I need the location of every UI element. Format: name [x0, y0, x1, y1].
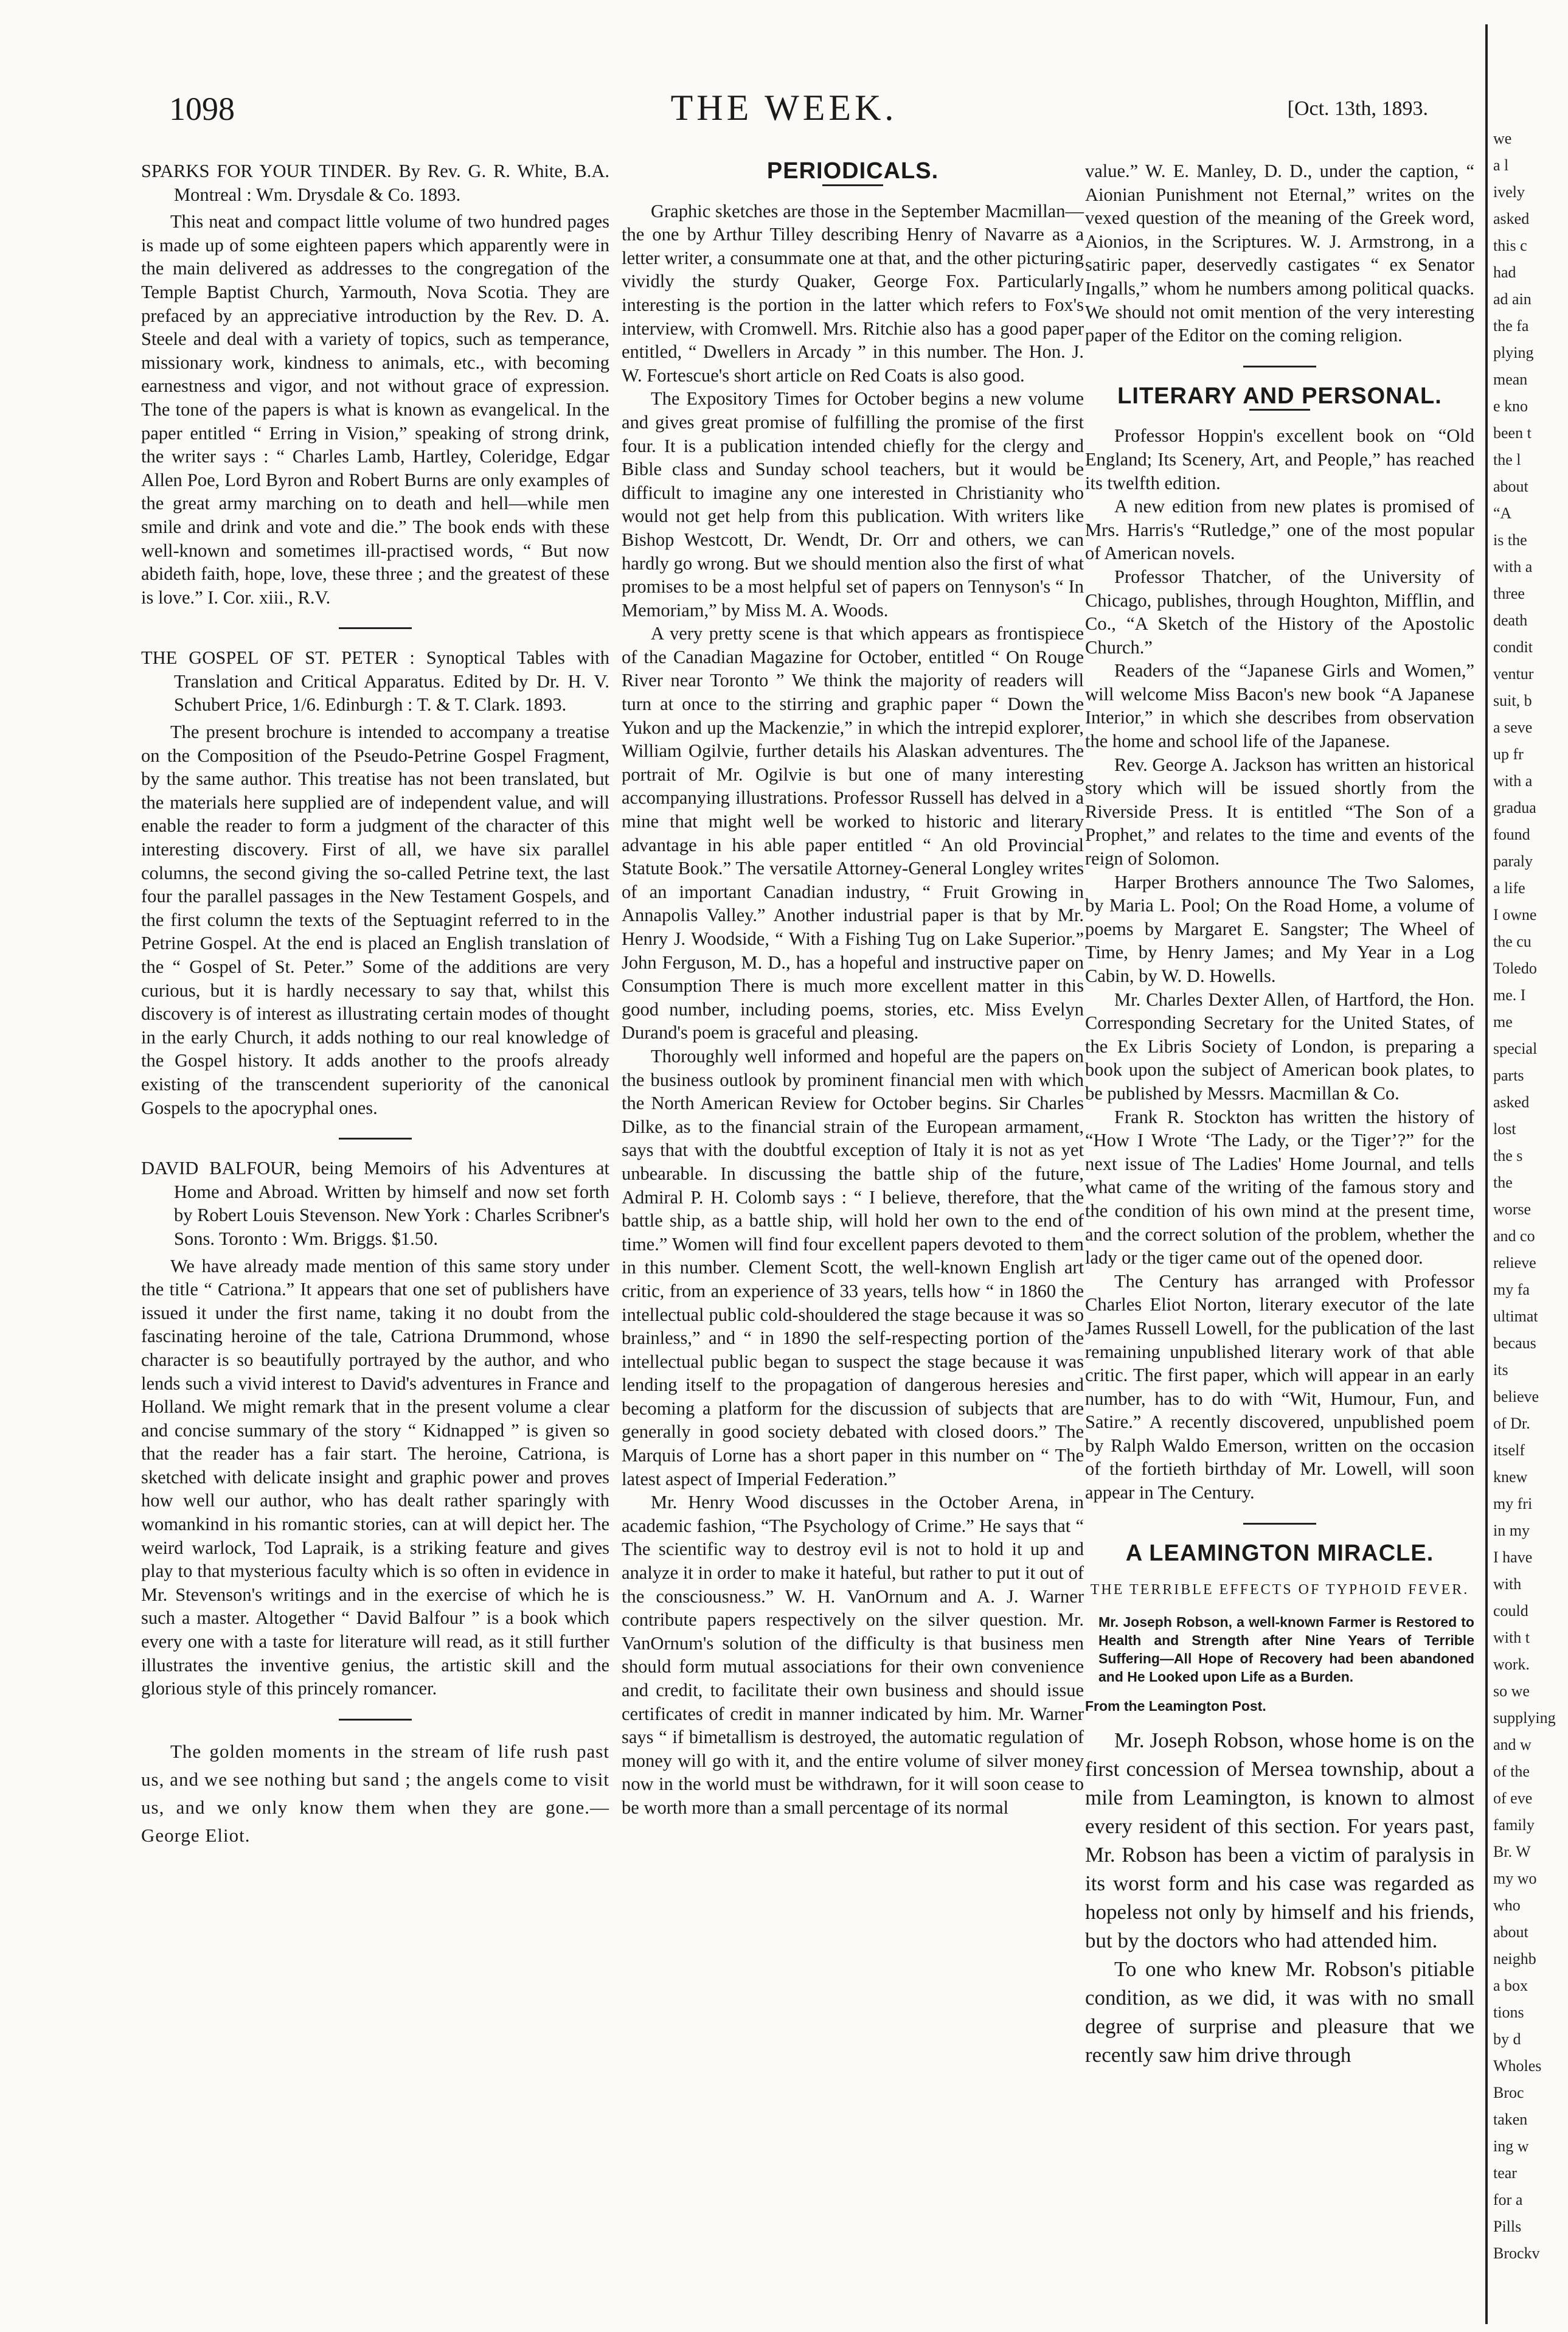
adjacent-page-fragment: is the	[1493, 531, 1527, 549]
adjacent-page-fragment: Brockv	[1493, 2244, 1540, 2262]
adjacent-page-fragment: neighb	[1493, 1950, 1536, 1968]
literary-item-century: The Century has arranged with Professor Charles Eliot Norton, literary executor of the late James Russell Lowell, for the publication of the last remaining unpublished literary work of that able critic. The first paper, which will appear in an early number, has to do with “Wit, Humour, Fun, and Satire.” A recently discovered, unpublished poem by Ralph Waldo Emerson, written on the occasion of the fortieth birthday of Mr. Lowell, will soon appear in The Century.	[1085, 1270, 1474, 1503]
column-periodicals	[622, 159, 1084, 1820]
adjacent-page-fragment: Wholes	[1493, 2057, 1542, 2075]
adjacent-page-fragment: suit, b	[1493, 692, 1532, 709]
adjacent-page-fragment: me. I	[1493, 986, 1526, 1004]
adjacent-page-fragment: of eve	[1493, 1789, 1533, 1807]
section-divider	[339, 1719, 412, 1721]
periodicals-macmillan: Graphic sketches are those in the September Macmillan—the one by Arthur Tilley describing Henry of Navarre as a letter writer, a consummate one at that, and the other picturing vividly the sturdy Quaker, George Fox. Particularly interesting is the portion in the latter which refers to Fox's interview, with Cromwell. Mrs. Ritchie also has a good paper entitled, “ Dwellers in Arcady ” in this number. The Hon. J. W. Fortescue's short article on Red Coats is also good.	[622, 200, 1084, 386]
review-heading-gospel: THE GOSPEL OF ST. PETER : Synoptical Tables with Translation and Critical Apparatus. Edited by Dr. H. V. Schubert Price, 1/6. Edinburgh : T. & T. Clark. 1893.	[141, 647, 609, 715]
adjacent-page-fragment: of Dr.	[1493, 1415, 1530, 1432]
adjacent-page-fragment: my fri	[1493, 1495, 1533, 1512]
adjacent-page-fragment: the fa	[1493, 317, 1529, 335]
adjacent-page-fragment: work.	[1493, 1655, 1530, 1673]
adjacent-page-fragment: we	[1493, 130, 1512, 147]
literary-item-bacon: Readers of the “Japanese Girls and Women,” will welcome Miss Bacon's new book “A Japanese Interior,” in which she describes from observation the home and school life of the Japanese.	[1085, 660, 1474, 752]
periodicals-canadian-magazine: A very pretty scene is that which appears as frontispiece of the Canadian Magazine for October, entitled “ On Rouge River near Toronto ” We think the majority of readers will turn at once to the stirring and graphic paper “ Down the Yukon and up the Mackenzie,” in which the intrepid explorer, William Ogilvie, further details his Alaskan adventures. The portrait of Mr. Ogilvie is but one of many interesting accompanying illustrations. Professor Russell has delved in a mine that might well be worked to historic and literary advantage in his able paper entitled “ An old Provincial Statute Book.” The versatile Attorney-General Longley writes of an important Canadian industry, “ Fruit Growing in Annapolis Valley.” Another industrial paper is that by Mr. Henry J. Woodside, “ With a Fishing Tug on Lake Superior.” John Ferguson, M. D., has a hopeful and instructive paper on Consumption There is much more excellent matter in this good number, including poems, stories, etc. Miss Evelyn Durand's poem is graceful and pleasing.	[622, 623, 1084, 1043]
periodicals-continued: value.” W. E. Manley, D. D., under the caption, “ Aionian Punishment not Eternal,” writes on the vexed question of the meaning of the Greek word, Aionios, in the Scriptures. W. J. Armstrong, in a satiric paper, deservedly castigates “ ex Senator Ingalls,” whom he numbers among political quacks. We should not omit mention of the very interesting paper of the Editor on the coming religion.	[1085, 161, 1474, 346]
literary-item-allen: Mr. Charles Dexter Allen, of Hartford, the Hon. Corresponding Secretary for the United States, of the Ex Libris Society of London, is preparing a book upon the subject of American book plates, to be published by Messrs. Macmillan & Co.	[1085, 989, 1474, 1104]
adjacent-page-fragment: of the	[1493, 1763, 1530, 1780]
masthead: THE WEEK.	[670, 88, 898, 128]
adjacent-page-fragment: ively	[1493, 183, 1525, 201]
adjacent-page-fragment: found	[1493, 826, 1530, 843]
literary-item-stockton: Frank R. Stockton has written the history of “How I Wrote ‘The Lady, or the Tiger’?” for the next issue of The Ladies' Home Journal, and tells what came of the writing of the famous story and the condition of his own mind at the present time, and the correct solution of the problem, whether the lady or the tiger came out of the opened door.	[1085, 1106, 1474, 1269]
adjacent-page-fragment: Br. W	[1493, 1843, 1531, 1860]
literary-item-thatcher: Professor Thatcher, of the University of Chicago, publishes, through Houghton, Mifflin, and Co., “A Sketch of the History of the Apostolic Church.”	[1085, 566, 1474, 658]
review-heading-balfour: DAVID BALFOUR, being Memoirs of his Adventures at Home and Abroad. Written by himself and now set forth by Robert Louis Stevenson. New York : Charles Scribner's Sons. Toronto : Wm. Briggs. $1.50.	[141, 1158, 609, 1249]
adjacent-page-fragment: and co	[1493, 1227, 1535, 1245]
adjacent-page-fragment: asked	[1493, 1093, 1530, 1111]
adjacent-page-fragment: in my	[1493, 1522, 1530, 1539]
section-divider	[1243, 366, 1316, 367]
adjacent-page-fragment: e kno	[1493, 397, 1528, 415]
miracle-body-1: Mr. Joseph Robson, whose home is on the first concession of Mersea township, about a mile from Leamington, is known to almost every resident of this section. For years past, Mr. Robson has been a victim of paralysis in its worst form and his case was regarded as hopeless not only by himself and his friends, but by the doctors who had attended him.	[1085, 1728, 1474, 1952]
adjacent-page-fragment: condit	[1493, 638, 1533, 656]
eliot-quote: The golden moments in the stream of life rush past us, and we see nothing but sand ; the angels come to visit us, and we only know them when they are gone.—George Eliot.	[141, 1740, 609, 1846]
heading-rule	[822, 184, 883, 186]
adjacent-page-fragment: gradua	[1493, 799, 1536, 816]
adjacent-page-fragment: a seve	[1493, 719, 1533, 736]
adjacent-page-fragment: its	[1493, 1361, 1508, 1379]
adjacent-page-fragment: plying	[1493, 344, 1534, 361]
adjacent-page-fragment: “A	[1493, 504, 1512, 522]
miracle-source: From the Leamington Post.	[1085, 1697, 1266, 1714]
review-body-balfour: We have already made mention of this same story under the title “ Catriona.” It appears that one set of publishers have issued it under the first name, taking it no doubt from the fascinating heroine of the tale, Catriona Drummond, whose character is so beautifully portrayed by the author, and who lends such a vivid interest to David's adventures in France and Holland. We might remark that in the present volume a clear and concise summary of the story “ Kidnapped ” is given so that the reader has a fair start. The heroine, Catriona, is sketched with delicate insight and graphic power and proves how well our author, who has dealt rather sparingly with womankind in his romantic stories, can at will depict her. The weird warlock, Tod Lapraik, is a striking feature and gives play to that mysterious faculty which is so often in evidence in Mr. Stevenson's writings and in the exercise of which he is such a master. Altogether “ David Balfour ” is a book which every one with a taste for literature will read, as it still further illustrates the inventive genius, the artistic skill and the glorious style of this princely romancer.	[141, 1255, 609, 1699]
adjacent-page-fragment: Broc	[1493, 2084, 1524, 2101]
adjacent-page-fragment: who	[1493, 1896, 1521, 1914]
adjacent-page-fragment: lost	[1493, 1120, 1516, 1138]
adjacent-page-fragment: for a	[1493, 2191, 1523, 2208]
adjacent-page-fragment: three	[1493, 585, 1525, 602]
adjacent-page-fragment: ultimat	[1493, 1307, 1538, 1325]
adjacent-page-fragment: been t	[1493, 424, 1532, 442]
review-body-sparks: This neat and compact little volume of two hundred pages is made up of some eighteen papers which apparently were in the main delivered as addresses to the congregation of the Temple Baptist Church, Yarmouth, Nova Scotia. They are prefaced by an appreciative introduction by the Rev. D. A. Steele and deal with a variety of topics, such as temperance, missionary work, kindness to animals, etc., with becoming earnestness and vigor, and not without grace of expression. The tone of the papers is what is known as evangelical. In the paper entitled “ Erring in Vision,” speaking of strong drink, the writer says : “ Charles Lamb, Hartley, Coleridge, Edgar Allen Poe, Lord Byron and Robert Burns are only examples of the great army marching on to death and hell—while men smile and drink and vote and die.” The book ends with these well-known and sometimes ill-practised words, “ But now abideth faith, hope, love, these three ; and the greatest of these is love.” I. Cor. xiii., R.V.	[141, 211, 609, 608]
adjacent-page-edge	[1493, 0, 1568, 2332]
adjacent-page-fragment: ventur	[1493, 665, 1534, 683]
literary-heading: LITERARY AND PERSONAL.	[1117, 383, 1442, 409]
adjacent-page-fragment: a l	[1493, 156, 1509, 174]
adjacent-page-fragment: the cu	[1493, 933, 1532, 950]
adjacent-page-fragment: with	[1493, 1575, 1522, 1593]
literary-item-harper: Harper Brothers announce The Two Salomes, by Maria L. Pool; On the Road Home, a volume of poems by Margaret E. Sangster; The Wheel of Time, by Henry James; and My Year in a Log Cabin, by W. D. Howells.	[1085, 871, 1474, 986]
adjacent-page-fragment: had	[1493, 263, 1516, 281]
literary-item-hoppin: Professor Hoppin's excellent book on “Old England; Its Scenery, Art, and People,” has reached its twelfth edition.	[1085, 425, 1474, 493]
adjacent-page-fragment: a box	[1493, 1977, 1528, 1994]
adjacent-page-fragment: with a	[1493, 558, 1533, 576]
adjacent-page-fragment: parts	[1493, 1067, 1524, 1084]
adjacent-page-fragment: Pills	[1493, 2218, 1522, 2235]
adjacent-page-fragment: worse	[1493, 1200, 1532, 1218]
literary-item-harris: A new edition from new plates is promised of Mrs. Harris's “Rutledge,” one of the most popular of American novels.	[1085, 496, 1474, 564]
adjacent-page-fragment: special	[1493, 1040, 1538, 1057]
periodicals-north-american-review: Thoroughly well informed and hopeful are the papers on the business outlook by prominent financial men with which the North American Review for October begins. Sir Charles Dilke, as to the financial strain of the European armament, says that with the doubtful exception of Italy it is not as yet unbearable. In discussing the battle ship of the future, Admiral P. H. Colomb says : “ I believe, therefore, that the battle ship, as a battle ship, will hold her own to the end of time.” Women will find four excellent papers devoted to them in this number. Clement Scott, the well-known English art critic, from an experience of 33 years, tells how “ in 1860 the intellectual public cold-shouldered the stage because it was so brainless,” and “ in 1890 the self-respecting portion of the intellectual public began to suspect the stage because it was lending itself to the propagation of dangerous heresies and becoming a platform for the discussion of subjects that are generally in good society debated with closed doors.” The Marquis of Lorne has a short paper in this number on “ The latest aspect of Imperial Federation.”	[622, 1045, 1084, 1489]
adjacent-page-fragment: mean	[1493, 371, 1528, 388]
adjacent-page-fragment: supplying	[1493, 1709, 1556, 1727]
adjacent-page-fragment: my wo	[1493, 1870, 1537, 1887]
adjacent-page-fragment: tions	[1493, 2003, 1524, 2021]
periodicals-expository-times: The Expository Times for October begins a new volume and gives great promise of fulfilling the promise of the first four. It is a publication intended chiefly for the clergy and Bible class and Sunday school teachers, but it would be difficult to imagine any one interested in Christianity who would not get help from this publication. With writers like Bishop Westcott, Dr. Wendt, Dr. Orr and others, we can hardly go wrong. But we should mention also the first of what promises to be a most helpful set of papers on Tennyson's “ In Memoriam,” by Miss M. A. Woods.	[622, 388, 1084, 621]
adjacent-page-fragment: so we	[1493, 1682, 1530, 1700]
adjacent-page-fragment: ad ain	[1493, 290, 1532, 308]
adjacent-page-fragment: with a	[1493, 772, 1533, 790]
page-gutter-line	[1485, 24, 1488, 2324]
adjacent-page-fragment: me	[1493, 1013, 1513, 1031]
adjacent-page-fragment: asked	[1493, 210, 1530, 228]
adjacent-page-fragment: Toledo	[1493, 959, 1537, 977]
section-divider	[339, 627, 412, 629]
adjacent-page-fragment: becaus	[1493, 1334, 1536, 1352]
heading-rule	[1249, 409, 1310, 411]
periodicals-heading: PERIODICALS.	[766, 158, 939, 184]
adjacent-page-fragment: this c	[1493, 237, 1527, 254]
literary-item-jackson: Rev. George A. Jackson has written an historical story which will be issued shortly from the Riverside Press. It is entitled “The Son of a Prophet,” and relates to the time and events of the reign of Solomon.	[1085, 754, 1474, 869]
adjacent-page-fragment: believe	[1493, 1388, 1539, 1405]
adjacent-page-fragment: I have	[1493, 1548, 1533, 1566]
adjacent-page-fragment: I owne	[1493, 906, 1537, 924]
adjacent-page-fragment: and w	[1493, 1736, 1532, 1753]
adjacent-page-fragment: paraly	[1493, 852, 1533, 870]
miracle-heading: A LEAMINGTON MIRACLE.	[1125, 1540, 1434, 1566]
adjacent-page-fragment: the	[1493, 1174, 1513, 1191]
periodicals-arena: Mr. Henry Wood discusses in the October Arena, in academic fashion, “The Psychology of Crime.” He says that “ The scientific way to destroy evil is not to hold it up and analyze it in order to make it hateful, but rather to put it out of the consciousness.” W. H. VanOrnum and A. J. Warner contribute papers respectively on the silver question. Mr. VanOrnum's solution of the difficulty is that business men should form mutual associations for their own convenience and credit, to facilitate their own business and should issue certificates of credit in manner indicated by him. Mr. Warner says “ if bimetallism is destroyed, the automatic regulation of money will go with it, and the entire volume of silver money now in the world must be withdrawn, for it will soon cease to be worth more than a small percentage of its normal	[622, 1492, 1084, 1818]
adjacent-page-fragment: the s	[1493, 1147, 1523, 1164]
adjacent-page-fragment: with t	[1493, 1629, 1530, 1646]
column-literary	[1085, 159, 1474, 2069]
adjacent-page-fragment: death	[1493, 611, 1528, 629]
adjacent-page-fragment: by d	[1493, 2030, 1521, 2048]
miracle-subheading: THE TERRIBLE EFFECTS OF TYPHOID FEVER.	[1090, 1582, 1469, 1598]
adjacent-page-fragment: the l	[1493, 451, 1521, 468]
adjacent-page-fragment: about	[1493, 478, 1528, 495]
miracle-deck: Mr. Joseph Robson, a well-known Farmer is Restored to Health and Strength after Nine Years of Terrible Suffering—All Hope of Recovery had been abandoned and He Looked upon Life as a Burden.	[1098, 1613, 1474, 1685]
section-divider	[339, 1138, 412, 1140]
adjacent-page-fragment: itself	[1493, 1441, 1525, 1459]
adjacent-page-fragment: knew	[1493, 1468, 1528, 1486]
adjacent-page-fragment: could	[1493, 1602, 1528, 1620]
column-reviews	[141, 159, 609, 1850]
adjacent-page-fragment: my fa	[1493, 1281, 1530, 1298]
adjacent-page-fragment: taken	[1493, 2111, 1528, 2128]
adjacent-page-fragment: family	[1493, 1816, 1535, 1834]
adjacent-page-fragment: about	[1493, 1923, 1528, 1941]
review-body-gospel: The present brochure is intended to accompany a treatise on the Composition of the Pseudo-Petrine Gospel Fragment, by the same author. This treatise has not been translated, but the materials here supplied are of independent value, and will enable the reader to form a judgment of the character of this interesting discovery. First of all, we have six parallel columns, the second giving the so-called Petrine text, the last four the parallel passages in the New Testament Gospels, and the first column the texts of the Septuagint referred to in the Petrine Gospel. At the end is placed an English translation of the “ Gospel of St. Peter.” Some of the additions are very curious, but it is hardly necessary to say that, whilst this discovery is of interest as illustrating certain modes of thought in the early Church, it adds nothing to our real knowledge of the Gospel history. It adds another to the proofs already existing of the transcendent superiority of the canonical Gospels to the apocryphal ones.	[141, 722, 609, 1118]
adjacent-page-fragment: relieve	[1493, 1254, 1536, 1272]
section-divider	[1243, 1523, 1316, 1525]
miracle-body-2: To one who knew Mr. Robson's pitiable condition, as we did, it was with no small degree of surprise and pleasure that we recently saw him drive through	[1085, 1957, 1474, 2067]
page-number: 1098	[169, 91, 235, 127]
adjacent-page-fragment: a life	[1493, 879, 1525, 897]
adjacent-page-fragment: ing w	[1493, 2137, 1529, 2155]
adjacent-page-fragment: up fr	[1493, 745, 1524, 763]
issue-date: [Oct. 13th, 1893.	[1287, 97, 1428, 120]
review-heading-sparks: SPARKS FOR YOUR TINDER. By Rev. G. R. White, B.A. Montreal : Wm. Drysdale & Co. 1893.	[141, 161, 609, 205]
adjacent-page-fragment: tear	[1493, 2164, 1517, 2182]
